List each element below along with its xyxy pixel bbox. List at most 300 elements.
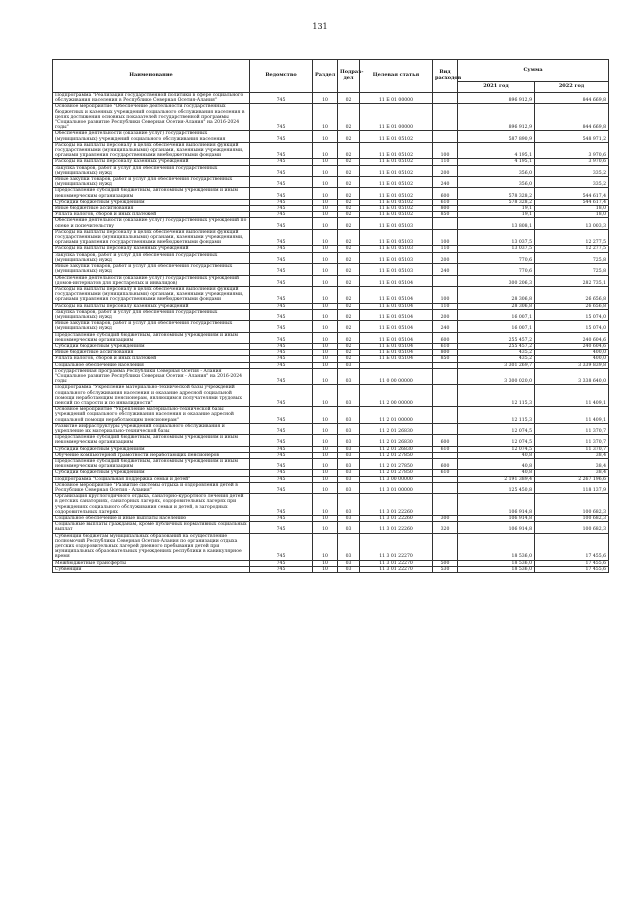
row-name: Предоставление субсидий бюджетным, автономным учреждениям и иным некоммерческим организациям xyxy=(53,459,250,470)
row-subsection: 03 xyxy=(338,533,360,560)
row-dept: 745 xyxy=(250,560,313,566)
row-dept: 745 xyxy=(250,206,313,212)
row-subsection: 03 xyxy=(338,362,360,368)
row-name: Социальное обеспечение населения xyxy=(53,362,250,368)
row-sum-2022: 38,4 xyxy=(535,470,609,476)
table-row xyxy=(53,321,609,332)
row-expense: 600 xyxy=(433,435,458,446)
row-sum-2022: 38,4 xyxy=(535,452,609,458)
row-subsection: 03 xyxy=(338,494,360,516)
header-target: Целевая статья xyxy=(360,60,433,93)
row-section: 10 xyxy=(313,286,338,303)
row-target: 11 2 01 26830 xyxy=(360,435,433,446)
row-section: 10 xyxy=(313,362,338,368)
row-section: 10 xyxy=(313,159,338,165)
row-expense: 110 xyxy=(433,246,458,252)
row-sum-2021: 12 074,5 xyxy=(458,435,535,446)
row-subsection: 02 xyxy=(338,286,360,303)
row-section: 10 xyxy=(313,142,338,159)
table-row xyxy=(53,229,609,246)
row-expense xyxy=(433,482,458,493)
row-name: Социальное обеспечение и иные выплаты населению xyxy=(53,516,250,522)
row-name: Обеспечение деятельности (оказание услуг) государственных (муниципальных) учреждений социального обслуживания населения xyxy=(53,131,250,142)
row-sum-2021: 13 037,5 xyxy=(458,229,535,246)
table-row xyxy=(53,459,609,470)
row-name: Предоставление субсидий бюджетным, автономным учреждениям и иным некоммерческим организациям xyxy=(53,435,250,446)
row-sum-2022: 11 370,7 xyxy=(535,423,609,434)
row-name: Социальные выплаты гражданам, кроме публичных нормативных социальных выплат xyxy=(53,522,250,533)
row-name: Расходы на выплаты персоналу в целях обеспечения выполнения функций государственными (муниципальными) органами, казенными учреждениями, органами управления государственными внебюджетными фондами xyxy=(53,229,250,246)
row-section: 10 xyxy=(313,452,338,458)
row-dept: 745 xyxy=(250,177,313,188)
row-expense xyxy=(433,368,458,385)
row-section: 10 xyxy=(313,368,338,385)
row-target: 11 Б 01 05102 xyxy=(360,165,433,176)
row-name: Подпрограмма "Социальная поддержка семьи и детей" xyxy=(53,476,250,482)
row-target: 11 Б 01 05103 xyxy=(360,229,433,246)
row-name: Предоставление субсидий бюджетным, автономным учреждениям и иным некоммерческим организациям xyxy=(53,332,250,343)
row-dept: 745 xyxy=(250,494,313,516)
row-target: 11 Б 01 05104 xyxy=(360,309,433,320)
row-dept: 745 xyxy=(250,199,313,205)
row-name: Закупка товаров, работ и услуг для обеспечения государственных (муниципальных) нужд xyxy=(53,252,250,263)
row-sum-2022: 2 267 196,6 xyxy=(535,476,609,482)
row-dept: 745 xyxy=(250,275,313,286)
row-dept: 745 xyxy=(250,350,313,356)
row-dept: 745 xyxy=(250,252,313,263)
header-year-2022: 2022 год xyxy=(535,82,609,93)
row-section: 10 xyxy=(313,303,338,309)
row-section: 10 xyxy=(313,516,338,522)
row-section: 10 xyxy=(313,252,338,263)
row-sum-2022: 335,2 xyxy=(535,165,609,176)
table-row xyxy=(53,131,609,142)
row-dept: 745 xyxy=(250,131,313,142)
row-name: Подпрограмма "Реализация государственной политики в сфере социального обслуживания населения в Республике Северная Осетия-Алания" xyxy=(53,93,250,104)
row-section: 10 xyxy=(313,356,338,362)
row-dept: 745 xyxy=(250,286,313,303)
row-expense xyxy=(433,275,458,286)
row-sum-2022: 15 074,0 xyxy=(535,321,609,332)
row-dept: 745 xyxy=(250,332,313,343)
row-target: 11 Б 01 05104 xyxy=(360,332,433,343)
row-dept: 745 xyxy=(250,533,313,560)
row-target: 11 Б 01 05104 xyxy=(360,303,433,309)
row-subsection: 02 xyxy=(338,303,360,309)
row-sum-2022: 282 735,1 xyxy=(535,275,609,286)
row-name: Межбюджетные трансферты xyxy=(53,560,250,566)
row-sum-2022: 17 455,6 xyxy=(535,566,609,572)
row-subsection: 03 xyxy=(338,522,360,533)
row-sum-2022: 335,2 xyxy=(535,177,609,188)
row-name: Расходы на выплаты персоналу казенных учреждений xyxy=(53,246,250,252)
row-dept: 745 xyxy=(250,522,313,533)
row-dept: 745 xyxy=(250,229,313,246)
row-section: 10 xyxy=(313,522,338,533)
row-subsection: 02 xyxy=(338,246,360,252)
row-dept: 745 xyxy=(250,188,313,199)
table-row xyxy=(53,142,609,159)
row-subsection: 03 xyxy=(338,566,360,572)
budget-table xyxy=(52,59,609,573)
table-row xyxy=(53,286,609,303)
table-body xyxy=(53,93,609,573)
row-section: 10 xyxy=(313,206,338,212)
row-subsection: 03 xyxy=(338,407,360,424)
row-target: 11 3 01 22260 xyxy=(360,494,433,516)
row-dept: 745 xyxy=(250,423,313,434)
row-target: 11 3 00 00000 xyxy=(360,476,433,482)
row-sum-2022: 240 604,6 xyxy=(535,343,609,349)
row-dept: 745 xyxy=(250,446,313,452)
row-sum-2021: 896 912,9 xyxy=(458,93,535,104)
row-sum-2021: 40,8 xyxy=(458,470,535,476)
row-section: 10 xyxy=(313,218,338,229)
row-subsection: 03 xyxy=(338,423,360,434)
row-sum-2022: 100 682,3 xyxy=(535,494,609,516)
row-name: Закупка товаров, работ и услуг для обеспечения государственных (муниципальных) нужд xyxy=(53,309,250,320)
row-sum-2021: 300 206,3 xyxy=(458,275,535,286)
row-dept: 745 xyxy=(250,516,313,522)
row-section: 10 xyxy=(313,264,338,275)
row-sum-2021: 16 007,1 xyxy=(458,309,535,320)
row-name: Расходы на выплаты персоналу в целях обеспечения выполнения функций государственными (муниципальными) органами, казенными учреждениями, органами управления государственными внебюджетными фондами xyxy=(53,286,250,303)
table-row xyxy=(53,264,609,275)
row-subsection: 02 xyxy=(338,321,360,332)
table-row xyxy=(53,332,609,343)
row-section: 10 xyxy=(313,423,338,434)
row-expense: 240 xyxy=(433,177,458,188)
row-sum-2021: 3 300 020,0 xyxy=(458,368,535,385)
row-expense: 110 xyxy=(433,159,458,165)
row-target: 11 2 01 00000 xyxy=(360,407,433,424)
row-subsection: 02 xyxy=(338,142,360,159)
row-sum-2021: 18 536,0 xyxy=(458,533,535,560)
row-sum-2021: 28 306,8 xyxy=(458,286,535,303)
row-name: Субвенции бюджетам муниципальных образований на осуществление полномочий Республики Северная Осетия-Алания по организации отдыха детских оздоровительных лагерей дневного пребывания детей при муниципальных образовательных учреждениях республики в каникулярное время xyxy=(53,533,250,560)
row-name: Иные бюджетные ассигнования xyxy=(53,206,250,212)
row-expense: 600 xyxy=(433,459,458,470)
row-sum-2021: 896 912,9 xyxy=(458,104,535,131)
row-sum-2022: 3 338 640,0 xyxy=(535,368,609,385)
row-subsection: 02 xyxy=(338,275,360,286)
row-sum-2021: 2 191 389,4 xyxy=(458,476,535,482)
row-section: 10 xyxy=(313,229,338,246)
row-expense: 100 xyxy=(433,229,458,246)
row-sum-2021: 578 328,2 xyxy=(458,188,535,199)
row-dept: 745 xyxy=(250,385,313,407)
row-target: 11 Б 01 05104 xyxy=(360,321,433,332)
row-sum-2021: 255 457,2 xyxy=(458,343,535,349)
row-name: Подпрограмма "Укрепление материально-технической базы учреждений социального обслуживания населения и оказание адресной социальной помощи неработающим пенсионерам, являющимся получателями трудовых пенсий по старости и по инвалидности" xyxy=(53,385,250,407)
row-target: 11 Б 01 05102 xyxy=(360,142,433,159)
table-header xyxy=(53,60,609,93)
row-sum-2022: 11 370,7 xyxy=(535,446,609,452)
row-expense: 240 xyxy=(433,321,458,332)
row-sum-2021: 12 074,5 xyxy=(458,446,535,452)
row-expense xyxy=(433,218,458,229)
header-subsection: Подраз-дел xyxy=(338,60,360,93)
row-sum-2021: 12 115,3 xyxy=(458,385,535,407)
row-sum-2021: 4 195,1 xyxy=(458,159,535,165)
row-sum-2021: 125 450,8 xyxy=(458,482,535,493)
row-name: Обеспечение деятельности (оказание услуг) государственных учреждений по опеке и попечительству xyxy=(53,218,250,229)
row-sum-2022: 725,8 xyxy=(535,264,609,275)
row-name: Иные бюджетные ассигнования xyxy=(53,350,250,356)
row-sum-2021: 255 457,2 xyxy=(458,332,535,343)
row-name: Основное мероприятие "Укрепление материально-технической базы учреждений социального обслуживания населения и оказание адресной социальной помощи неработающим пенсионерам" xyxy=(53,407,250,424)
row-expense: 610 xyxy=(433,446,458,452)
row-section: 10 xyxy=(313,188,338,199)
row-section: 10 xyxy=(313,165,338,176)
row-dept: 745 xyxy=(250,212,313,218)
row-expense: 200 xyxy=(433,165,458,176)
row-target: 11 Б 01 05103 xyxy=(360,264,433,275)
table-row xyxy=(53,252,609,263)
row-target: 11 2 01 27850 xyxy=(360,459,433,470)
row-sum-2021: 587 890,9 xyxy=(458,131,535,142)
row-target: 11 Б 01 05102 xyxy=(360,199,433,205)
row-name: Обеспечение деятельности (оказание услуг) государственных учреждений (домов-интернатов для престарелых и инвалидов) xyxy=(53,275,250,286)
row-expense: 320 xyxy=(433,522,458,533)
row-section: 10 xyxy=(313,560,338,566)
row-target: 11 Б 01 00000 xyxy=(360,93,433,104)
row-dept: 745 xyxy=(250,104,313,131)
header-section: Раздел xyxy=(313,60,338,93)
row-name: Основное мероприятие "Развитие системы отдыха и оздоровления детей в Республике Северная Осетия - Алания" xyxy=(53,482,250,493)
row-sum-2021: 40,8 xyxy=(458,452,535,458)
row-section: 10 xyxy=(313,482,338,493)
table-row xyxy=(53,188,609,199)
row-target: 11 Б 01 05103 xyxy=(360,246,433,252)
row-subsection: 02 xyxy=(338,212,360,218)
table-row xyxy=(53,482,609,493)
row-expense: 500 xyxy=(433,560,458,566)
row-expense xyxy=(433,104,458,131)
row-subsection: 02 xyxy=(338,206,360,212)
row-dept: 745 xyxy=(250,246,313,252)
row-subsection: 02 xyxy=(338,309,360,320)
row-target: 11 Б 01 05102 xyxy=(360,177,433,188)
header-expense: Вид расходов xyxy=(433,60,458,93)
row-subsection: 02 xyxy=(338,252,360,263)
row-sum-2021: 770,6 xyxy=(458,264,535,275)
row-subsection: 02 xyxy=(338,188,360,199)
row-name: Расходы на выплаты персоналу в целях обеспечения выполнения функций государственными (муниципальными) органами, казенными учреждениями, органами управления государственными внебюджетными фондами xyxy=(53,142,250,159)
row-dept: 745 xyxy=(250,356,313,362)
table-row xyxy=(53,407,609,424)
row-sum-2022: 18,0 xyxy=(535,206,609,212)
header-dept: Ведомство xyxy=(250,60,313,93)
row-sum-2022: 725,8 xyxy=(535,252,609,263)
row-sum-2022: 11 409,1 xyxy=(535,407,609,424)
row-expense xyxy=(433,385,458,407)
header-name: Наименование xyxy=(53,60,250,93)
row-target: 11 Б 01 00000 xyxy=(360,104,433,131)
table-row xyxy=(53,494,609,516)
row-sum-2022: 13 003,3 xyxy=(535,218,609,229)
row-section: 10 xyxy=(313,104,338,131)
row-target: 11 3 01 22260 xyxy=(360,522,433,533)
row-dept: 745 xyxy=(250,303,313,309)
row-sum-2022: 844 669,8 xyxy=(535,104,609,131)
row-expense: 850 xyxy=(433,356,458,362)
row-sum-2021: 12 074,5 xyxy=(458,423,535,434)
row-section: 10 xyxy=(313,435,338,446)
row-section: 10 xyxy=(313,385,338,407)
row-sum-2022: 26 656,8 xyxy=(535,286,609,303)
row-subsection: 02 xyxy=(338,356,360,362)
row-sum-2021: 16 007,1 xyxy=(458,321,535,332)
row-dept: 745 xyxy=(250,321,313,332)
row-expense: 240 xyxy=(433,264,458,275)
row-target: 11 Б 01 05102 xyxy=(360,212,433,218)
row-section: 10 xyxy=(313,476,338,482)
row-dept: 745 xyxy=(250,343,313,349)
row-dept: 745 xyxy=(250,362,313,368)
row-section: 10 xyxy=(313,407,338,424)
row-expense xyxy=(433,423,458,434)
row-target: 11 Б 01 05102 xyxy=(360,206,433,212)
row-section: 10 xyxy=(313,494,338,516)
row-target: 11 2 01 26830 xyxy=(360,423,433,434)
table-row xyxy=(53,93,609,104)
row-target: 11 Б 01 05104 xyxy=(360,286,433,303)
row-sum-2022: 3 970,6 xyxy=(535,142,609,159)
row-expense xyxy=(433,533,458,560)
row-expense: 110 xyxy=(433,303,458,309)
row-expense: 610 xyxy=(433,343,458,349)
row-subsection: 03 xyxy=(338,446,360,452)
row-sum-2022: 100 682,3 xyxy=(535,522,609,533)
row-name: Субсидии бюджетным учреждениям xyxy=(53,343,250,349)
row-subsection: 02 xyxy=(338,104,360,131)
row-name: Обучение компьютерной грамотности неработающих пенсионеров xyxy=(53,452,250,458)
row-name: Расходы на выплаты персоналу казенных учреждений xyxy=(53,159,250,165)
row-dept: 745 xyxy=(250,407,313,424)
row-sum-2022: 240 604,6 xyxy=(535,332,609,343)
row-target: 11 0 00 00000 xyxy=(360,368,433,385)
header-year-2021: 2021 год xyxy=(458,82,535,93)
row-section: 10 xyxy=(313,212,338,218)
row-sum-2021: 435,2 xyxy=(458,356,535,362)
row-subsection: 02 xyxy=(338,264,360,275)
row-sum-2021: 13 037,5 xyxy=(458,246,535,252)
row-target: 11 3 01 22270 xyxy=(360,533,433,560)
row-section: 10 xyxy=(313,246,338,252)
row-dept: 745 xyxy=(250,435,313,446)
row-target: 11 2 00 00000 xyxy=(360,385,433,407)
row-sum-2022: 544 617,4 xyxy=(535,199,609,205)
row-name: Иные закупки товаров, работ и услуг для обеспечения государственных (муниципальных) нужд xyxy=(53,321,250,332)
table-row xyxy=(53,435,609,446)
row-target: 11 Б 01 05104 xyxy=(360,343,433,349)
row-subsection: 02 xyxy=(338,199,360,205)
header-sum: Сумма xyxy=(458,60,609,82)
row-expense: 100 xyxy=(433,142,458,159)
row-name: Иные закупки товаров, работ и услуг для обеспечения государственных (муниципальных) нужд xyxy=(53,264,250,275)
row-sum-2021: 435,2 xyxy=(458,350,535,356)
row-name: Организация круглогодичного отдыха, санаторно-курортного лечения детей в детских санаториях, санаторных лагерях, оздоровительных лагерях при учреждениях социального обслуживания семьи и детей, в загородных оздоровительных лагерях xyxy=(53,494,250,516)
table-row xyxy=(53,275,609,286)
row-sum-2021: 356,0 xyxy=(458,165,535,176)
row-dept: 745 xyxy=(250,452,313,458)
row-target: 11 3 01 22260 xyxy=(360,516,433,522)
row-name: Расходы на выплаты персоналу казенных учреждений xyxy=(53,303,250,309)
row-sum-2022: 11 370,7 xyxy=(535,435,609,446)
row-target: 11 Б 01 05102 xyxy=(360,131,433,142)
row-expense: 610 xyxy=(433,199,458,205)
row-sum-2022: 38,4 xyxy=(535,459,609,470)
row-sum-2021: 106 914,8 xyxy=(458,494,535,516)
table-row xyxy=(53,104,609,131)
row-sum-2021: 19,1 xyxy=(458,212,535,218)
row-expense: 200 xyxy=(433,309,458,320)
row-sum-2022: 118 137,9 xyxy=(535,482,609,493)
row-section: 10 xyxy=(313,321,338,332)
row-target: 11 Б 01 05104 xyxy=(360,275,433,286)
row-sum-2022: 12 277,5 xyxy=(535,229,609,246)
row-expense: 600 xyxy=(433,332,458,343)
row-sum-2022: 3 339 839,8 xyxy=(535,362,609,368)
row-sum-2021: 12 115,3 xyxy=(458,407,535,424)
row-subsection: 02 xyxy=(338,93,360,104)
row-expense xyxy=(433,407,458,424)
row-target: 11 3 01 22270 xyxy=(360,566,433,572)
table-row xyxy=(53,522,609,533)
row-dept: 745 xyxy=(250,165,313,176)
row-subsection: 02 xyxy=(338,332,360,343)
row-subsection: 03 xyxy=(338,482,360,493)
row-section: 10 xyxy=(313,275,338,286)
table-row xyxy=(53,385,609,407)
row-target: 11 Б 01 05104 xyxy=(360,356,433,362)
row-name: Субсидии бюджетным учреждениям xyxy=(53,446,250,452)
row-name: Закупка товаров, работ и услуг для обеспечения государственных (муниципальных) нужд xyxy=(53,165,250,176)
row-section: 10 xyxy=(313,470,338,476)
row-section: 10 xyxy=(313,343,338,349)
row-target: 11 2 01 27850 xyxy=(360,452,433,458)
row-sum-2021: 4 195,1 xyxy=(458,142,535,159)
row-name: Основное мероприятие "Обеспечение деятельности государственных бюджетных и казенных учреждений социального обслуживания населения в целях достижения основных показателей государственной программы "Социальное развитие Республики Северная Осетия-Алания" на 2016-2024 годы" xyxy=(53,104,250,131)
row-sum-2022: 26 656,8 xyxy=(535,303,609,309)
row-section: 10 xyxy=(313,533,338,560)
row-subsection: 03 xyxy=(338,435,360,446)
row-dept: 745 xyxy=(250,142,313,159)
row-section: 10 xyxy=(313,199,338,205)
row-expense: 800 xyxy=(433,350,458,356)
table-row xyxy=(53,423,609,434)
row-sum-2021: 106 914,8 xyxy=(458,522,535,533)
row-dept: 745 xyxy=(250,218,313,229)
row-name: Уплата налогов, сборов и иных платежей xyxy=(53,356,250,362)
row-target: 11 3 01 00000 xyxy=(360,482,433,493)
row-name: Уплата налогов, сборов и иных платежей xyxy=(53,212,250,218)
table-row xyxy=(53,309,609,320)
row-expense: 200 xyxy=(433,252,458,263)
row-dept: 745 xyxy=(250,368,313,385)
row-sum-2022: 12 277,5 xyxy=(535,246,609,252)
row-name: Развитие инфраструктуры учреждений социального обслуживания и укрепление их материально-технической базы xyxy=(53,423,250,434)
row-expense: 610 xyxy=(433,470,458,476)
table-row xyxy=(53,218,609,229)
row-sum-2021: 40,8 xyxy=(458,459,535,470)
row-sum-2022: 100 682,3 xyxy=(535,516,609,522)
row-subsection: 02 xyxy=(338,159,360,165)
row-target: 11 Б 01 05103 xyxy=(360,252,433,263)
row-dept: 745 xyxy=(250,159,313,165)
row-target: 11 2 01 27850 xyxy=(360,470,433,476)
